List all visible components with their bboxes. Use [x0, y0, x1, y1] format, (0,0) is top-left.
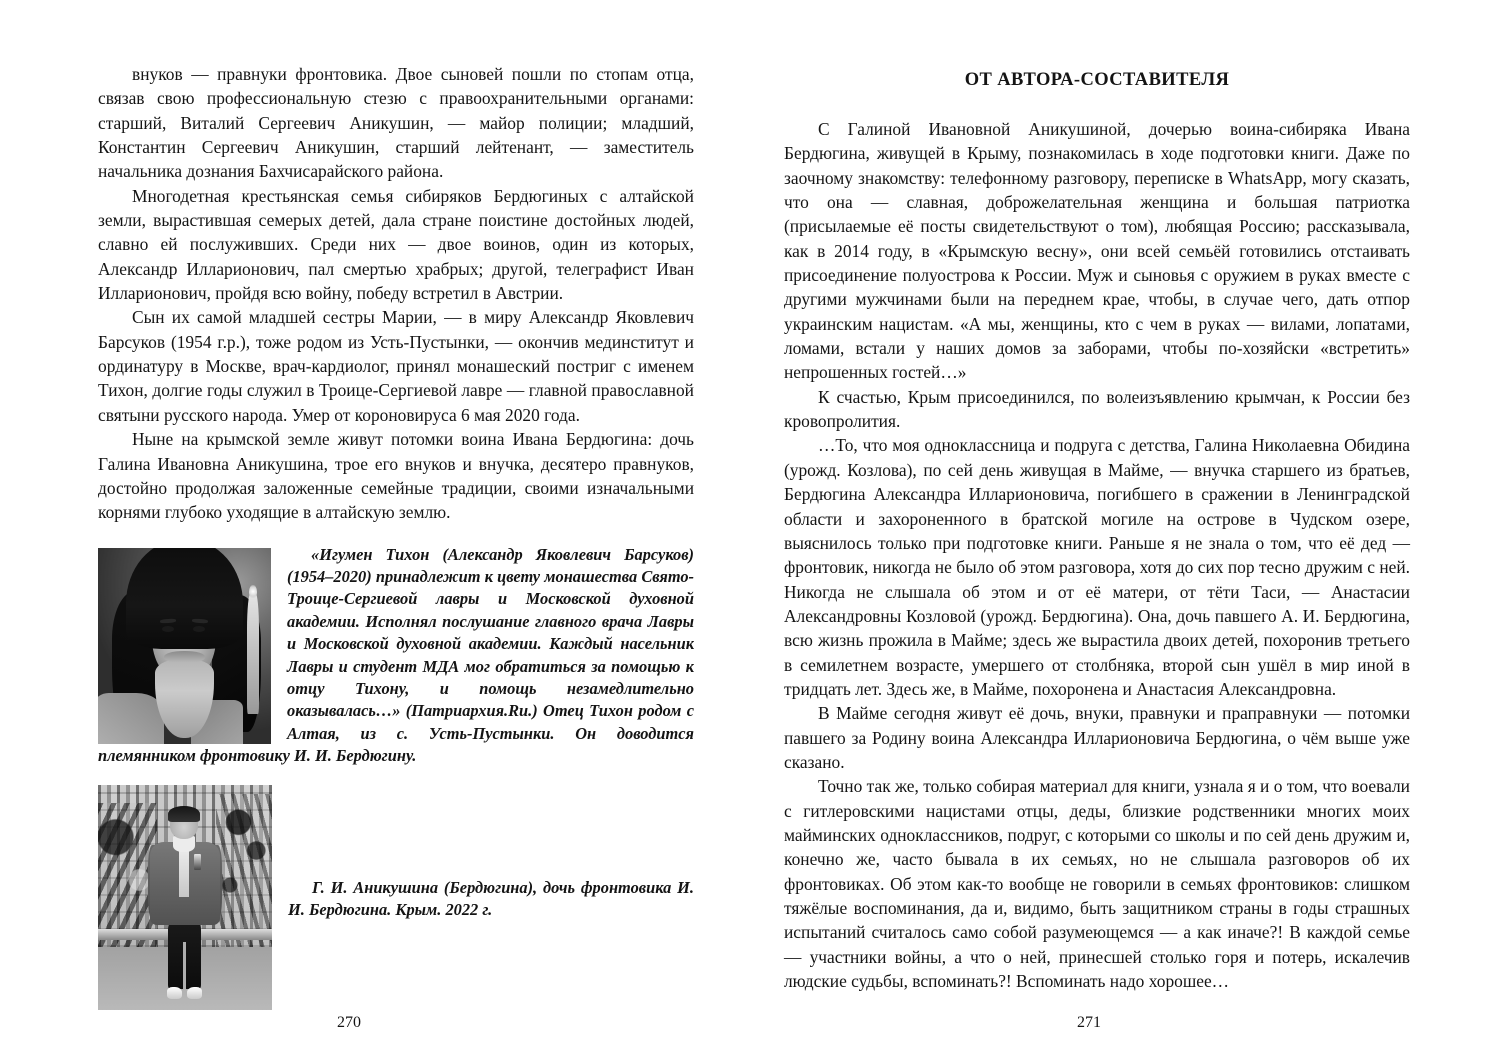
woman-leg-gap — [183, 942, 186, 989]
figure-caption: «Игумен Тихон (Александр Яковлевич Барсуков) (1954–2020) принадлежит к цвету монашества Свято-Троице-Сергиевой лавры и Московской духовной академии. Исполнял послушание главного врача Лавры и Московской духовной академии. Каждый насельник Лавры и студент МДА мог обратиться за помощью к отцу Тихону, и помощь незамедлительно оказывалась…» (Патриархия.Ru.) Отец Тихон родом с Алтая, из с. Усть-Пустынки. Он доводится племянником фронтовику И. И. Бердюгину. — [98, 544, 694, 766]
monk-mustache — [164, 651, 206, 663]
figure-igumen-tikhon — [98, 544, 694, 768]
portrait-igumen-tikhon-image — [98, 548, 271, 744]
page-title: ОТ АВТОРА-СОСТАВИТЕЛЯ — [964, 70, 1230, 90]
page-right — [746, 0, 1492, 1058]
photo-galina-anikushina-image — [98, 785, 272, 1010]
paragraph: внуков — правнуки фронтовика. Двое сыновей пошли по стопам отца, связав свою профессиональную стезю с правоохранительными органами: старший, Виталий Сергеевич Аникушин, — майор полиции; младший, Константин Сергеевич Аникушин, старший лейтенант, — заместитель начальника дознания Бахчисарайского района. — [98, 64, 694, 182]
shop-goods-right — [216, 794, 272, 952]
monk-vestment-left — [98, 693, 164, 744]
flame-icon — [249, 585, 257, 599]
woman-shoe-right — [187, 987, 203, 999]
paragraph: К счастью, Крым присоединился, по волеизъявлению крымчан, к России без кровопролития. — [784, 386, 1410, 432]
paragraph: Сын их самой младшей сестры Марии, — в миру Александр Яковлевич Барсуков (1954 г.р.), тоже родом из Усть-Пустынки, — окончив мединститут и ординатуру в Москве, врач-кардиолог, принял монашеский постриг с именем Тихон, долгие годы служил в Троице-Сергиевой лавре — главной православной святыни русского народа. Умер от короновируса 6 мая 2020 года. — [98, 307, 694, 425]
woman-collar — [173, 836, 196, 852]
paragraph: Многодетная крестьянская семья сибиряков Бердюгиных с алтайской земли, вырастившая семерых детей, дала стране поистине достойных людей, славно ей послуживших. Среди них — двое воинов, один из которых, Александр Илларионович, пал смертью храбрых; другой, телеграфист Иван Илларионович, пройдя всю войну, победу встретил в Австрии. — [98, 185, 694, 304]
page-number-left: 270 — [337, 1014, 361, 1031]
woman-shoe-left — [167, 987, 183, 999]
paragraph: Ныне на крымской земле живут потомки воина Ивана Бердюгина: дочь Галина Ивановна Аникушина, трое его внуков и внучка, десятеро правнуков, достойно продолжая заложенные семейные традиции, своими изначальными корнями глубоко уходящие в алтайскую землю. — [98, 429, 694, 523]
candle-icon — [247, 593, 259, 715]
woman-hair — [168, 806, 199, 822]
figure-galina-anikushina — [98, 781, 694, 1010]
paragraph: В Майме сегодня живут её дочь, внуки, правнуки и праправнуки — потомки павшего за Родину воина Александра Илларионовича Бердюгина, о чём выше уже сказано. — [784, 703, 1410, 772]
woman-badge — [194, 854, 201, 870]
paragraph: Точно так же, только собирая материал для книги, узнала я и о том, что воевали с гитлеровскими нацистами отцы, деды, близкие родственники многих моих майминских одноклассников, подруг, с которыми со школы и по сей день дружим и, конечно же, часто бывала в их семьях, но не слышала разговоров об их фронтовиках. Об этом как-то вообще не говорили в семьях фронтовиков: слишком тяжёлые воспоминания, да и, видимо, быть защитником страны в годы страшных испытаний считалось само собой разумеющемся — а как иначе?! В каждой семье — участники войны, а что о ней, принесшей столько горя и потерь, искалечив людские судьбы, вспоминать?! Вспоминать надо хорошее… — [784, 776, 1410, 992]
figure-caption: Г. И. Аникушина (Бердюгина), дочь фронтовика И. И. Бердюгина. Крым. 2022 г. — [288, 877, 694, 919]
klobuk-hat — [126, 548, 244, 650]
paragraph: …То, что моя одноклассница и подруга с детства, Галина Николаевна Обидина (урожд. Козлова), по сей день живущая в Майме, — внучка старшего из братьев, Бердюгина Александра Илларионовича, погибшего в сражении в Ленинградской области и захороненного в братской могиле на острове в Чудском озере, выяснилось только при подготовке книги. Раньше я не знала о том, что её дед — фронтовик, никогда не было об этом разговора, хотя до сих пор тесно дружим с ней. Никогда не слышала об этом и от её матери, от тёти Таси, — Анастасии Александровны Козловой (урожд. Бердюгина). Она, дочь павшего А. И. Бердюгина, всю жизнь прожила в Майме; здесь же вырастила двоих детей, похоронив третьего в семилетнем возрасте, умершего от столбняка, второй сын ушёл в мир иной в тридцать лет. Здесь же, в Майме, похоронена и Анастасия Александровна. — [784, 435, 1410, 699]
page-number-right: 271 — [1077, 1014, 1101, 1031]
paragraph: С Галиной Ивановной Аникушиной, дочерью воина-сибиряка Ивана Бердюгина, живущей в Крыму, познакомилась в ходе подготовки книги. Даже по заочному знакомству: телефонному разговору, переписке в WhatsApp, могу сказать, что она — славная, доброжелательная женщина и большая патриотка (присылаемые её посты свидетельствуют о том), любящая Россию; рассказывала, как в 2014 году, в «Крымскую весну», они всей семьёй готовились отстаивать присоединение полуострова к России. Муж и сыновья с оружием в руках вместе с другими мужчинами были на переднем крае, чтобы, в случае чего, дать отпор украинским нацистам. «А мы, женщины, кто с чем в руках — вилами, лопатами, ломами, встали у наших домов за заборами, чтобы по-хозяйски «встретить» непрошенных гостей…» — [784, 119, 1410, 383]
